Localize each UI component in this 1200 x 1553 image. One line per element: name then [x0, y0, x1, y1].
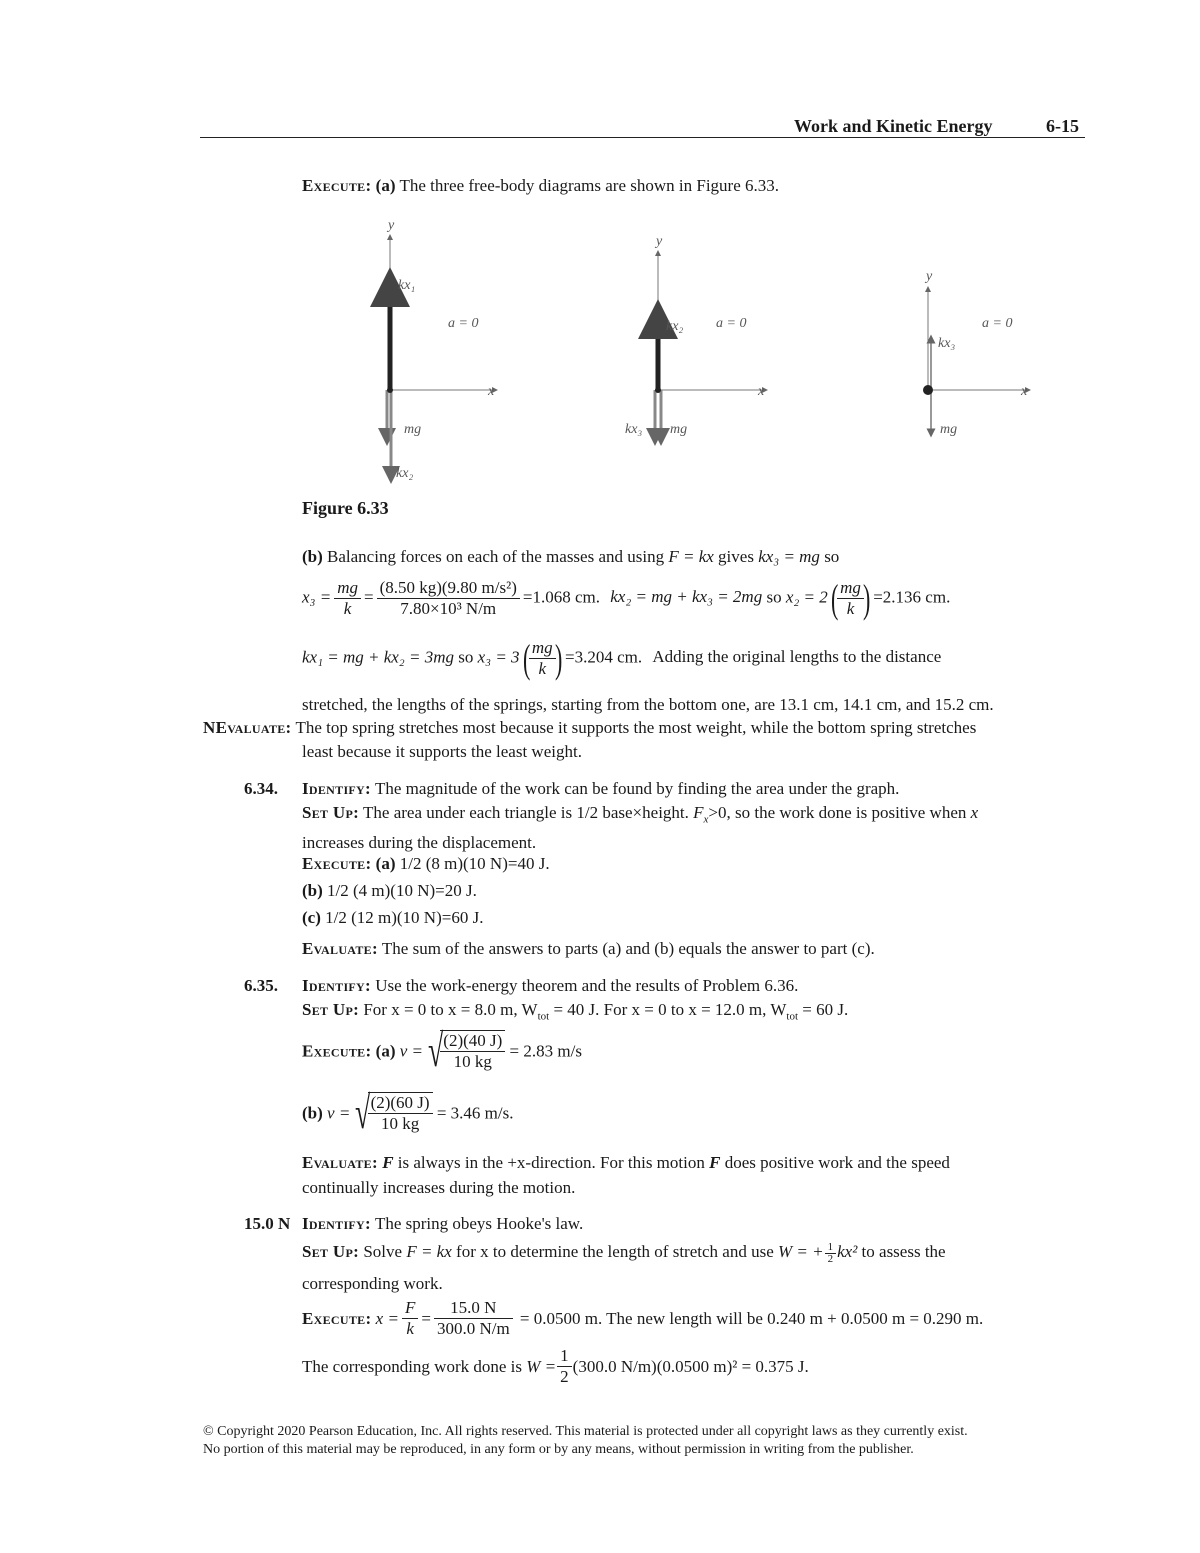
d3-y-label: y	[926, 269, 933, 284]
evaluate-line-1: The top spring stretches most because it supports the most weight, while the bottom spring stretches	[295, 718, 977, 737]
setup-text: For x = 0 to x = 8.0 m, W	[363, 1000, 538, 1019]
p636-execute: Execute: x = $\frac{F}{k}$ = $\frac{15.0 N}{300.0 N/m}$ = 0.0500 m. The new length will be 0.240 m + 0.0500 m = 0.290 m.	[302, 1298, 984, 1338]
hooke-law: F = kx	[406, 1242, 452, 1261]
d2-down-force-label: kx₃	[625, 422, 643, 437]
p635-identify	[302, 975, 798, 996]
p636-setup: Set Up: Solve F = kx for x to determine the length of stretch and use W = + $\frac{1}{2}$ kx² to assess the	[302, 1240, 946, 1265]
d2-mg-label: mg	[670, 422, 688, 437]
execute-label: Execute:	[302, 1041, 372, 1061]
mg-num: mg	[334, 578, 361, 599]
part-b-text: Balancing forces on each of the masses and using	[327, 547, 665, 566]
p634-identify	[302, 778, 899, 799]
d3-up-force-label: kx₃	[938, 336, 956, 351]
numeric-fraction	[377, 578, 520, 619]
problem-6-35-number: 6.35.	[244, 976, 278, 995]
so-text: so	[824, 547, 840, 566]
x2-result: =2.136 cm.	[873, 587, 951, 607]
header-rule	[200, 137, 1085, 138]
free-body-diagram-2	[625, 234, 765, 437]
copyright-line-1: © Copyright 2020 Pearson Education, Inc. All rights reserved. This material is protected under all copyright laws as they currently exist.	[203, 1424, 968, 1439]
execute-label: Execute:	[302, 1309, 372, 1328]
fx-condition: >0,	[708, 803, 731, 822]
identify-text: The magnitude of the work can be found by finding the area under the graph.	[374, 779, 900, 798]
answer-a: 1/2 (8 m)(10 N)=40 J.	[399, 854, 550, 873]
sqrt-a: √ $\frac{(2)(40 J)}{10 kg}$	[423, 1028, 505, 1074]
x3-lhs: x₃ =	[302, 587, 332, 607]
problem-6-36-number: 15.0 N	[244, 1214, 291, 1233]
evaluate-line-2: least because it supports the least weight.	[302, 742, 582, 761]
part-b-label: (b)	[302, 547, 323, 566]
stretched-text: stretched, the lengths of the springs, starting from the bottom one, are 13.1 cm, 14.1 cm, and 15.2 cm.	[302, 695, 994, 714]
execute-intro	[302, 175, 779, 196]
x3-equation: x₃ = $\frac{mg}{k}$ = $\frac{\text{(8.50 kg)(9.80 m/s²)}}{\text{7.80×10³ N/m}}$ =1.068 cm. kx₂ = mg + kx₃ = 2mg so x₂ = 2( $\frac{mg}{k}$ ) =2.136 cm.	[302, 575, 951, 621]
execute-intro-text: The three free-body diagrams are shown in Figure 6.33.	[399, 176, 779, 195]
evaluate-text-2: does positive work and the speed	[724, 1153, 950, 1172]
p634-b: (b) 1/2 (4 m)(10 N)=20 J.	[302, 881, 477, 900]
p634-setup: Set Up: The area under each triangle is 1/2 base×height. $F_x>0$, so the work done is positive when x	[302, 803, 979, 826]
part-b-intro	[302, 546, 839, 567]
d2-y-label: y	[656, 234, 663, 249]
setup-label: Set Up:	[302, 803, 360, 822]
problem-6-34-number: 6.34.	[244, 779, 278, 798]
free-body-diagram-1	[386, 218, 495, 481]
d2-accel-label: a = 0	[716, 316, 747, 331]
x1-equation: kx₁ = mg + kx₂ = 3mg so x₃ = 3( $\frac{mg}{k}$ ) =3.204 cm. Adding the original lengths to the distance	[302, 635, 942, 681]
sqrt-b: √ $\frac{(2)(60 J)}{10 kg}$	[350, 1090, 432, 1136]
numeric-den: 7.80×10³ N/m	[400, 599, 497, 618]
x1-result: =3.204 cm.	[564, 647, 643, 667]
page-number: 6-15	[1046, 116, 1079, 136]
figure-caption: Figure 6.33	[302, 498, 389, 518]
evaluate-label: Evaluate:	[302, 1153, 378, 1172]
d3-x-label: x	[1021, 384, 1028, 399]
mg-over-k-3: $\frac{mg}{k}$	[529, 638, 556, 679]
identify-text: Use the work-energy theorem and the results of Problem 6.36.	[375, 976, 799, 995]
p635-execute-b: (b) v = √ $\frac{(2)(60 J)}{10 kg}$ = 3.46 m/s.	[302, 1087, 514, 1138]
kx2-eq: kx₂ = mg + kx₃ = 2mg	[610, 587, 763, 607]
setup-text-b: = 40 J. For x = 0 to x = 12.0 m, W	[553, 1000, 787, 1019]
p634-execute-a: Execute: (a) 1/2 (8 m)(10 N)=40 J.	[302, 854, 550, 873]
x2-lhs: x₂ = 2	[785, 587, 828, 607]
d1-mg-label: mg	[404, 422, 422, 437]
p634-c: (c) 1/2 (12 m)(10 N)=60 J.	[302, 908, 484, 927]
answer-b: = 3.46 m/s.	[436, 1103, 514, 1123]
hooke-law: F = kx	[668, 547, 714, 566]
answer-a: = 2.83 m/s	[509, 1041, 582, 1061]
k-den: k	[343, 599, 352, 618]
evaluate-6-33	[203, 717, 976, 738]
so-text-3: so	[458, 647, 474, 667]
d1-up-force-label: kx₁	[398, 278, 416, 293]
evaluate-label: Evaluate:	[302, 939, 378, 958]
p636-identify	[302, 1213, 583, 1234]
p635-evaluate-3: continually increases during the motion.	[302, 1178, 576, 1197]
p635-evaluate: Evaluate: F is always in the +x-direction. For this motion F does positive work and the speed	[302, 1153, 950, 1172]
d2-x-label: x	[758, 384, 765, 399]
adding-text: Adding the original lengths to the distance	[652, 647, 942, 667]
part-a-label: (a)	[375, 176, 396, 195]
d3-mg-label: mg	[940, 422, 958, 437]
copyright-line-2: No portion of this material may be reproduced, in any form or by any means, without permission in writing from the publisher.	[203, 1442, 914, 1457]
kx1-eq: kx₁ = mg + kx₂ = 3mg	[302, 647, 454, 667]
running-header-title: Work and Kinetic Energy	[794, 116, 993, 136]
answer-b: 1/2 (4 m)(10 N)=20 J.	[327, 881, 477, 900]
execute-result: = 0.0500 m. The new length will be 0.240 m + 0.0500 m = 0.290 m.	[519, 1309, 984, 1328]
evaluate-text: The sum of the answers to parts (a) and (b) equals the answer to part (c).	[381, 939, 875, 958]
setup-label: Set Up:	[302, 1242, 360, 1261]
free-body-diagram-3	[923, 269, 1028, 437]
setup-label: Set Up:	[302, 1000, 360, 1019]
work-result: (300.0 N/m)(0.0500 m)² = 0.375 J.	[572, 1357, 809, 1376]
mg-over-k-2: $\frac{mg}{k}$	[837, 578, 864, 619]
x1-lhs: x₃ = 3	[477, 647, 520, 667]
setup-text-2: so the work done is positive when	[735, 803, 967, 822]
p636-setup-4: corresponding work.	[302, 1274, 443, 1293]
d1-accel-label: a = 0	[448, 316, 479, 331]
execute-label: Execute:	[302, 854, 372, 873]
setup-text: The area under each triangle is 1/2 base×height.	[363, 803, 689, 822]
setup-text-c: = 60 J.	[802, 1000, 849, 1019]
x-variable: x	[970, 803, 979, 822]
execute-label: Execute:	[302, 176, 372, 195]
numeric-num: (8.50 kg)(9.80 m/s²)	[377, 578, 520, 599]
d3-accel-label: a = 0	[982, 316, 1013, 331]
so-text-2: so	[766, 587, 782, 607]
gives-text: gives	[718, 547, 754, 566]
p634-setup-3: increases during the displacement.	[302, 833, 537, 852]
evaluate-label: Evaluate:	[215, 718, 292, 737]
p635-setup: Set Up: For x = 0 to x = 8.0 m, $W_{tot} = 40$ J. For x = 0 to x = 12.0 m, $W_{tot} = 60$ J.	[302, 1000, 849, 1023]
d2-up-force-label: kx₂	[666, 319, 684, 334]
d1-x-label: x	[488, 384, 495, 399]
p635-execute-a: Execute: (a) v = √ $\frac{(2)(40 J)}{10 kg}$ = 2.83 m/s	[302, 1025, 582, 1076]
d1-y-label: y	[388, 218, 395, 233]
evaluate-prefix: N	[203, 718, 216, 737]
free-body-diagrams-figure	[300, 215, 1060, 500]
kx3-eq: kx₃ = mg	[758, 547, 820, 566]
answer-c: 1/2 (12 m)(10 N)=60 J.	[325, 908, 484, 927]
identify-text: The spring obeys Hooke's law.	[374, 1214, 584, 1233]
identify-label: Identify:	[302, 1214, 371, 1233]
evaluate-text-1: is always in the +x-direction. For this motion	[397, 1153, 705, 1172]
fx-symbol: F	[693, 803, 704, 822]
d1-down-force-label: kx₂	[396, 466, 414, 481]
p636-work: The corresponding work done is W = $\frac{1}{2}$ (300.0 N/m)(0.0500 m)² = 0.375 J.	[302, 1346, 809, 1386]
p634-evaluate	[302, 938, 875, 959]
x3-result: =1.068 cm.	[522, 587, 600, 607]
identify-label: Identify:	[302, 779, 371, 798]
mg-over-k	[334, 578, 361, 619]
identify-label: Identify:	[302, 976, 371, 995]
